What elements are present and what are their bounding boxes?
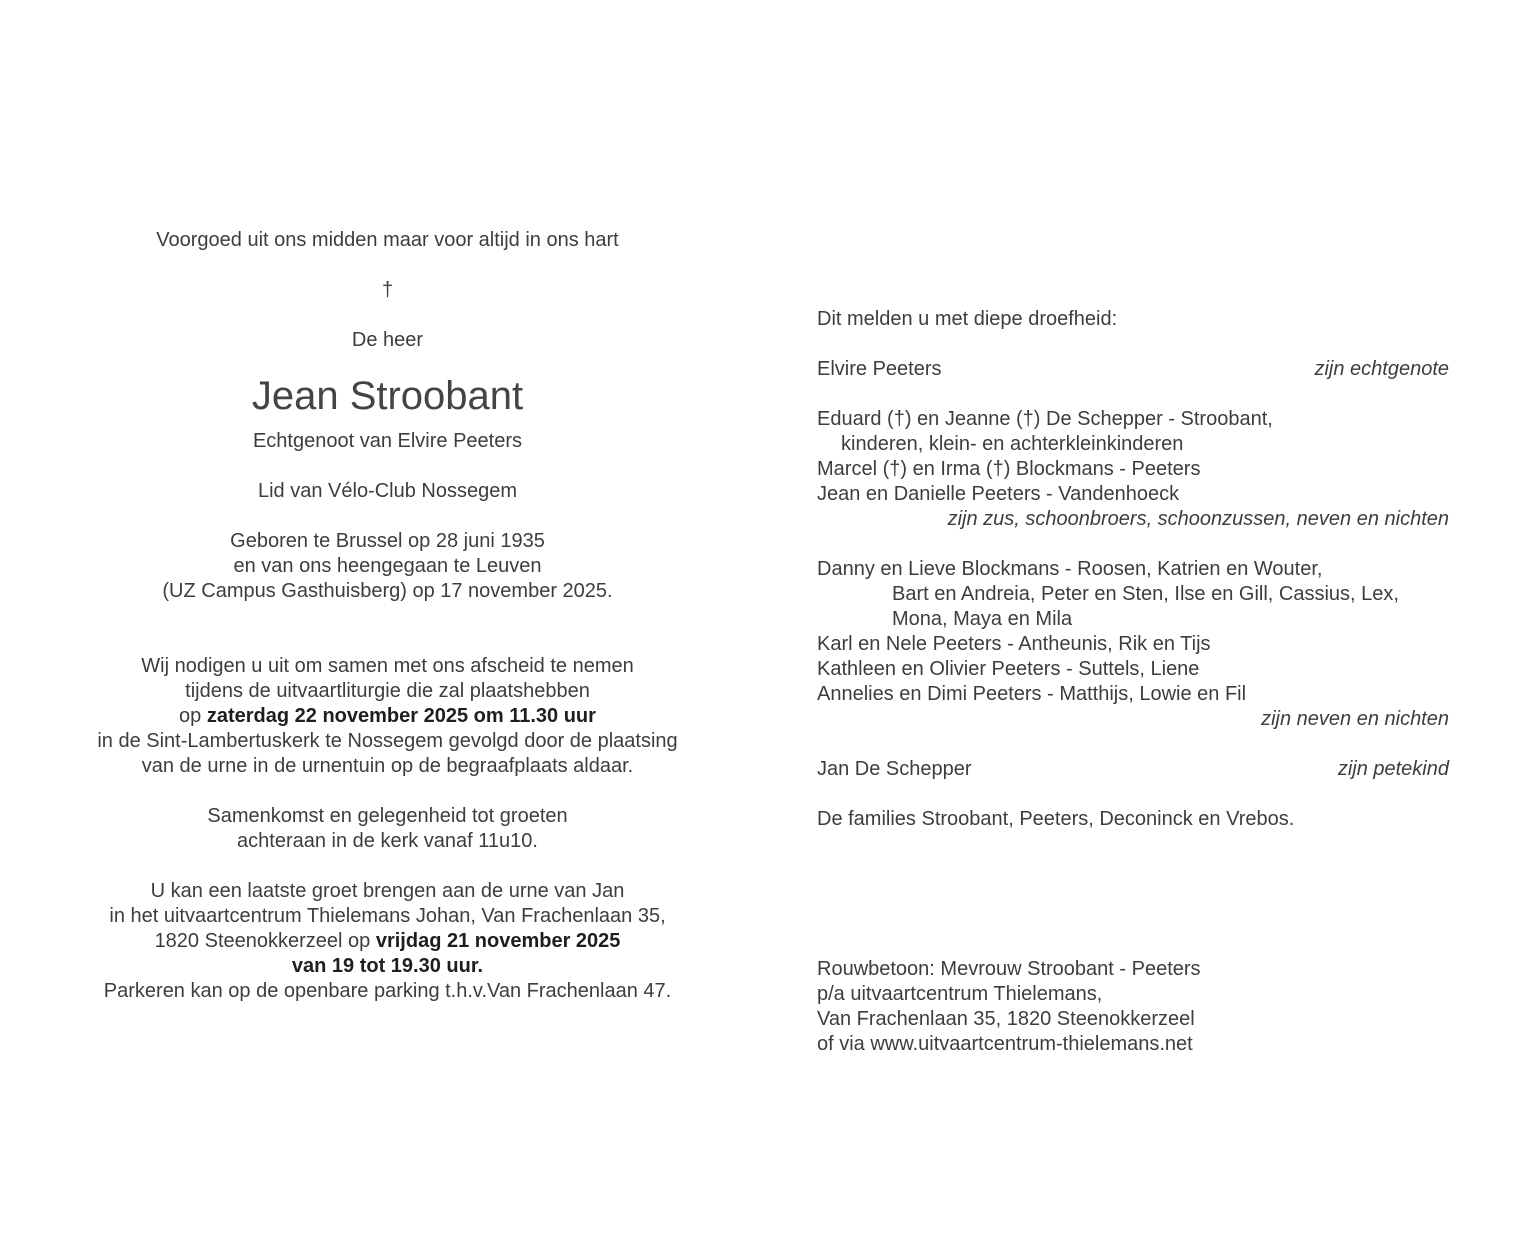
spouse-line: Echtgenoot van Elvire Peeters xyxy=(252,430,523,452)
funeral-date: zaterdag 22 november 2025 om 11.30 uur xyxy=(206,705,596,727)
footer-line-3: Van Frachenlaan 35, 1820 Steenokkerzeel xyxy=(817,1008,1195,1030)
visit-date: vrijdag 21 november 2025 xyxy=(375,930,621,952)
invite-line-4: in de Sint-Lambertuskerk te Nossegem gevolgd door de plaatsing xyxy=(97,730,678,752)
nephews-line-4: Annelies en Dimi Peeters - Matthijs, Lowie en Fil xyxy=(817,683,1247,705)
nephews-line-1c: Mona, Maya en Mila xyxy=(892,608,1073,630)
left-column xyxy=(40,228,735,1004)
born-line-3: (UZ Campus Gasthuisberg) op 17 november 2025. xyxy=(162,580,613,602)
meet-line-2: achteraan in de kerk vanaf 11u10. xyxy=(237,830,538,852)
spouse-row xyxy=(817,357,1449,382)
godchild-row xyxy=(817,757,1449,782)
footer-website: of via www.uitvaartcentrum-thielemans.net xyxy=(817,1033,1193,1055)
invite-line-1: Wij nodigen u uit om samen met ons afscheid te nemen xyxy=(141,655,634,677)
family-line-2: Marcel (†) en Irma (†) Blockmans - Peeters xyxy=(817,458,1201,480)
parking-line: Parkeren kan op de openbare parking t.h.v.Van Frachenlaan 47. xyxy=(103,980,672,1002)
invite-line-5: van de urne in de urnentuin op de begraafplaats aldaar. xyxy=(141,755,634,777)
intro-line: Dit melden u met diepe droefheid: xyxy=(817,308,1118,330)
godchild-relation: zijn petekind xyxy=(1337,758,1449,780)
motto: Voorgoed uit ons midden maar voor altijd in ons hart xyxy=(156,229,619,251)
invite-line-3 xyxy=(40,704,735,729)
godchild-name: Jan De Schepper xyxy=(817,758,972,780)
born-line-1: Geboren te Brussel op 28 juni 1935 xyxy=(230,530,545,552)
family-line-1b: kinderen, klein- en achterkleinkinderen xyxy=(841,433,1184,455)
club-line: Lid van Vélo-Club Nossegem xyxy=(257,480,518,502)
family-relation: zijn zus, schoonbroers, schoonzussen, neven en nichten xyxy=(947,508,1449,530)
spouse-relation: zijn echtgenote xyxy=(1314,358,1449,380)
nephews-relation: zijn neven en nichten xyxy=(1261,708,1449,730)
visit-line-2: in het uitvaartcentrum Thielemans Johan, Van Frachenlaan 35, xyxy=(109,905,666,927)
nephews-line-1: Danny en Lieve Blockmans - Roosen, Katrien en Wouter, xyxy=(817,558,1323,580)
condolence-address xyxy=(817,957,1449,1057)
nephews-line-1b: Bart en Andreia, Peter en Sten, Ilse en Gill, Cassius, Lex, xyxy=(892,583,1399,605)
family-line-1: Eduard (†) en Jeanne (†) De Schepper - Stroobant, xyxy=(817,408,1273,430)
family-line-3: Jean en Danielle Peeters - Vandenhoeck xyxy=(817,483,1180,505)
cross-icon: † xyxy=(381,279,394,301)
salutation: De heer xyxy=(351,329,424,351)
spouse-name: Elvire Peeters xyxy=(817,358,942,380)
visit-prefix: 1820 Steenokkerzeel op xyxy=(154,930,376,952)
right-column xyxy=(817,307,1449,832)
footer-line-2: p/a uitvaartcentrum Thielemans, xyxy=(817,983,1103,1005)
nephews-line-3: Kathleen en Olivier Peeters - Suttels, Liene xyxy=(817,658,1200,680)
meet-line-1: Samenkomst en gelegenheid tot groeten xyxy=(207,805,568,827)
footer-line-1: Rouwbetoon: Mevrouw Stroobant - Peeters xyxy=(817,958,1201,980)
visit-time: van 19 tot 19.30 uur. xyxy=(291,955,484,977)
invite-line-2: tijdens de uitvaartliturgie die zal plaatshebben xyxy=(185,680,590,702)
born-line-2: en van ons heengegaan te Leuven xyxy=(233,555,542,577)
nephews-line-2: Karl en Nele Peeters - Antheunis, Rik en Tijs xyxy=(817,633,1211,655)
invite-prefix: op xyxy=(179,705,207,727)
families-line: De families Stroobant, Peeters, Deconinck en Vrebos. xyxy=(817,808,1295,830)
visit-line-1: U kan een laatste groet brengen aan de urne van Jan xyxy=(150,880,625,902)
visit-line-3 xyxy=(40,929,735,954)
deceased-name: Jean Stroobant xyxy=(251,374,524,418)
